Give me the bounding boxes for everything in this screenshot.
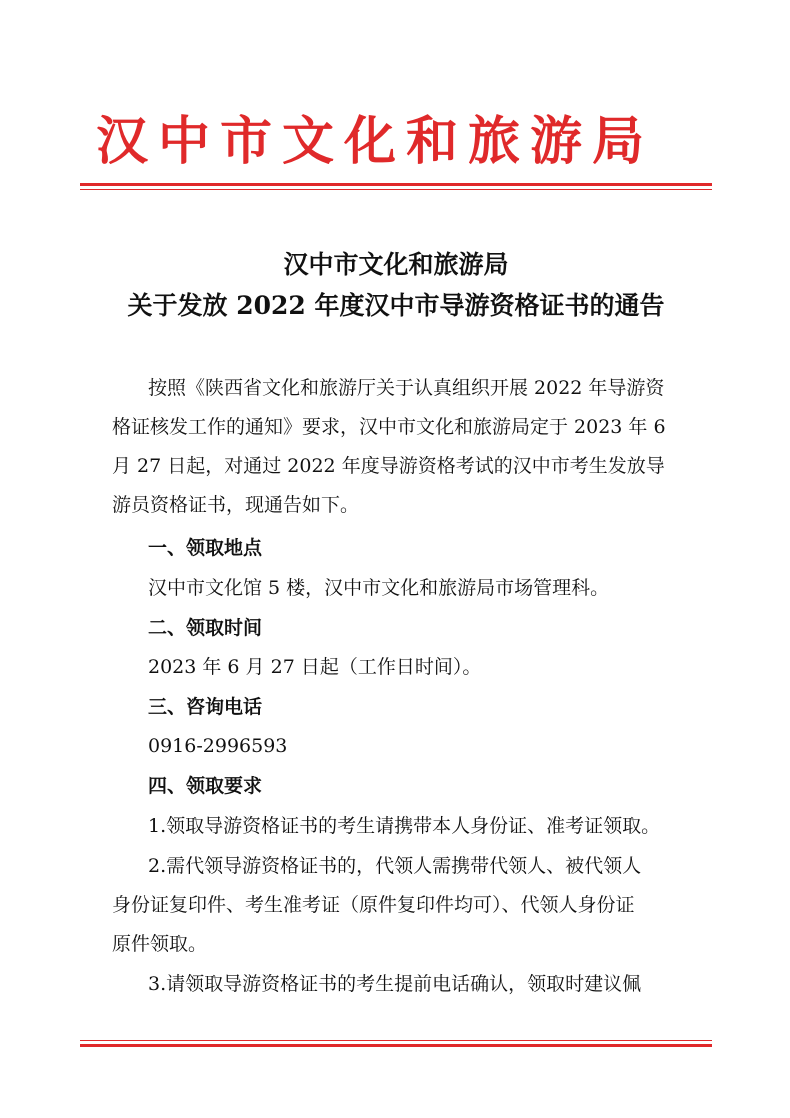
section4-item2-line3: 原件领取。 <box>112 933 208 955</box>
section1-text: 汉中市文化馆 5 楼，汉中市文化和旅游局市场管理科。 <box>148 577 610 599</box>
section2-heading: 二、领取时间 <box>148 617 263 639</box>
section4-item2-line2: 身份证复印件、考生准考证（原件复印件均可）、代领人身份证 <box>112 894 635 916</box>
header-rule-thick <box>80 183 712 186</box>
section4-item1: 1.领取导游资格证书的考生请携带本人身份证、准考证领取。 <box>148 815 661 837</box>
intro-line-1: 按照《陕西省文化和旅游厅关于认真组织开展 2022 年导游资 <box>148 377 665 399</box>
header-rule-thin <box>80 189 712 190</box>
masthead-org-name: 汉中市文化和旅游局 <box>96 111 655 172</box>
intro-line-3: 月 27 日起，对通过 2022 年度导游资格考试的汉中市考生发放导 <box>112 455 665 477</box>
section4-item3: 3.请领取导游资格证书的考生提前电话确认，领取时建议佩 <box>148 973 642 995</box>
notice-title-line2: 关于发放 2022 年度汉中市导游资格证书的通告 <box>127 291 665 320</box>
section4-item2-line1: 2.需代领导游资格证书的，代领人需携带代领人、被代领人 <box>148 855 642 877</box>
section2-text: 2023 年 6 月 27 日起（工作日时间）。 <box>148 656 482 678</box>
intro-line-4: 游员资格证书，现通告如下。 <box>112 494 360 516</box>
section3-phone: 0916-2996593 <box>148 735 288 757</box>
section4-heading: 四、领取要求 <box>148 775 263 797</box>
footer-rule-thick <box>80 1044 712 1047</box>
section1-heading: 一、领取地点 <box>148 537 263 559</box>
section3-heading: 三、咨询电话 <box>148 696 263 718</box>
intro-line-2: 格证核发工作的通知》要求，汉中市文化和旅游局定于 2023 年 6 <box>112 416 666 438</box>
footer-rule-thin <box>80 1040 712 1041</box>
notice-title-line1: 汉中市文化和旅游局 <box>283 250 509 279</box>
